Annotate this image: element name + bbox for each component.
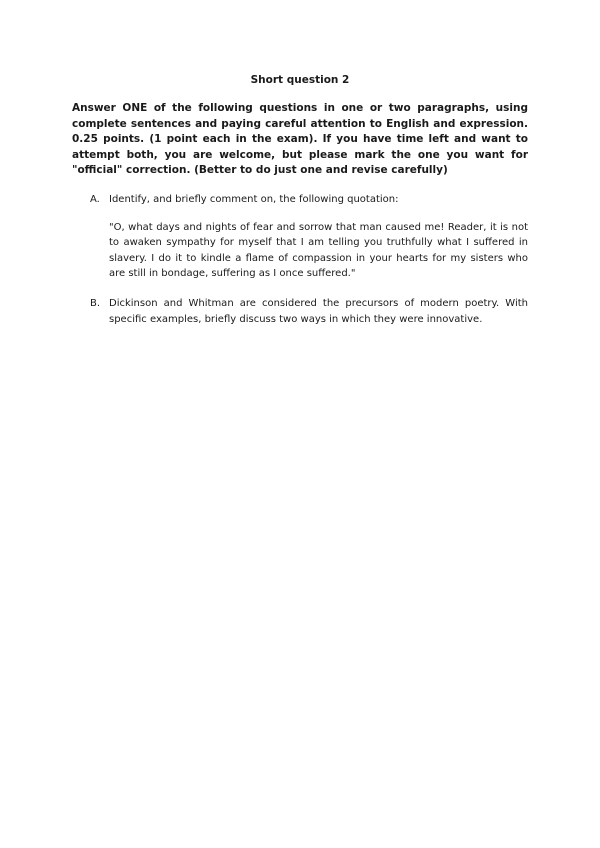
question-a-prompt: Identify, and briefly comment on, the following quotation: (109, 194, 399, 205)
question-b-marker: B. (90, 298, 101, 309)
question-a (90, 192, 528, 282)
instructions-paragraph: Answer ONE of the following questions in one or two paragraphs, using complete sentences and paying careful attention to English and expression. 0.25 points. (1 point each in the exam). If you have time left and want to attempt both, you are welcome, but please mark the one you want for "official" correction. (Better to do just one and revise carefully) (72, 102, 528, 176)
question-a-quotation: "O, what days and nights of fear and sorrow that man caused me! Reader, it is not to awaken sympathy for myself that I am telling you truthfully what I suffered in slavery. I do it to kindle a flame of compassion in your hearts for my sisters who are still in bondage, suffering as I once suffered." (109, 221, 528, 279)
question-a-marker: A. (90, 194, 100, 205)
page-title: Short question 2 (250, 74, 350, 86)
question-b-prompt: Dickinson and Whitman are considered the precursors of modern poetry. With specific examples, briefly discuss two ways in which they were innovative. (109, 298, 528, 325)
question-b (90, 296, 528, 327)
